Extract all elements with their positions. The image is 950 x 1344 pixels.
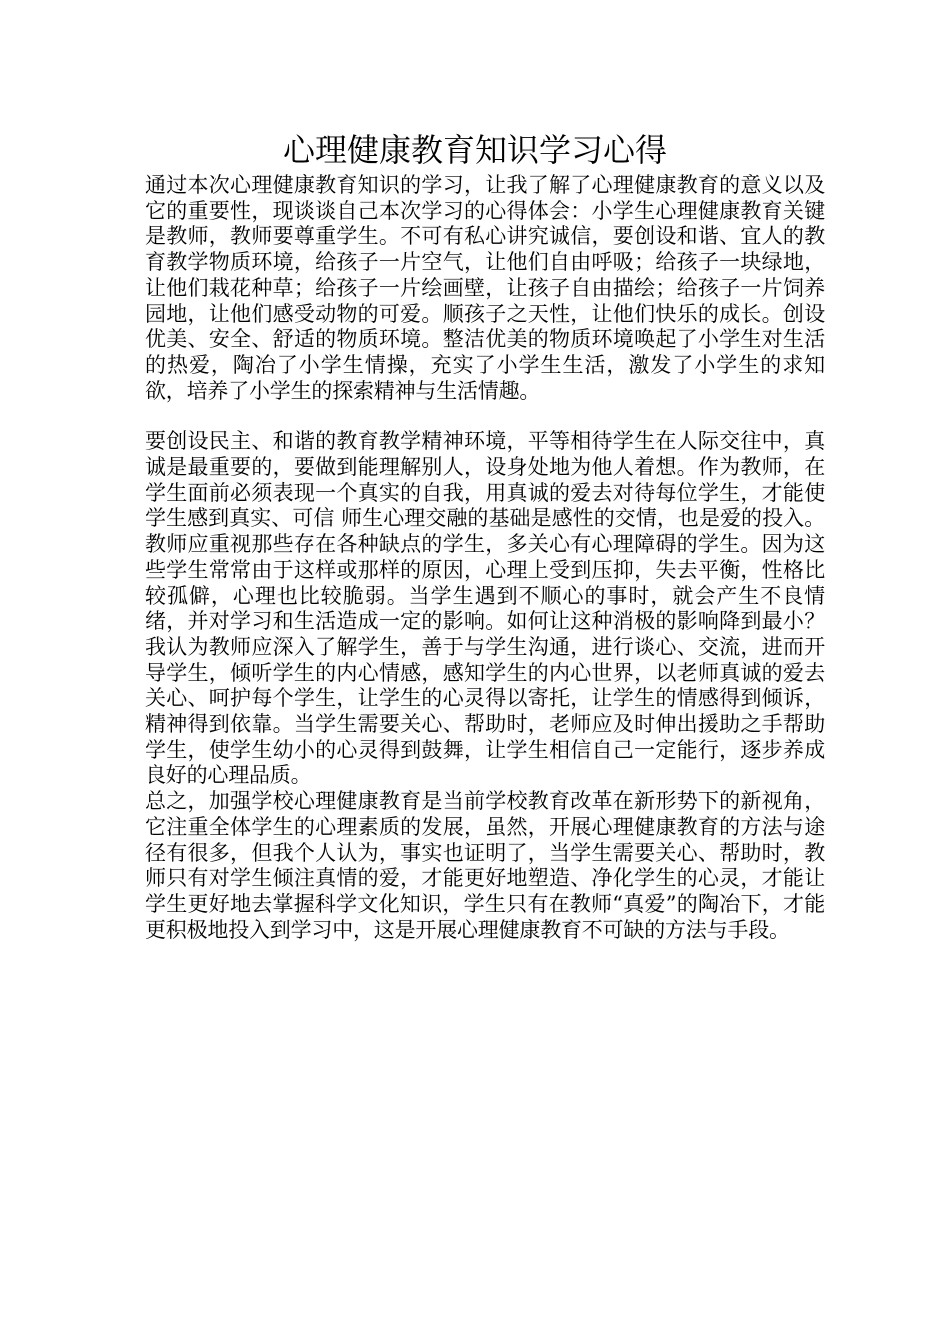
- document-title: 心理健康教育知识学习心得: [282, 131, 667, 169]
- paragraph-3: 总之，加强学校心理健康教育是当前学校教育改革在新形势下的新视角，它注重全体学生的心理素质的发展，虽然，开展心理健康教育的方法与途径有很多，但我个人认为，事实也证明了，当学生需要关心、帮助时，教师只有对学生倾注真情的爱，才能更好地塑造、净化学生的心灵，才能让学生更好地去掌握科学文化知识，学生只有在教师“真爱”的陶冶下，才能更积极地投入到学习中，这是开展心理健康教育不可缺的方法与手段。: [145, 789, 825, 942]
- paragraph-gap: [145, 404, 825, 429]
- paragraph-2: 要创设民主、和谐的教育教学精神环境，平等相待学生在人际交往中，真诚是最重要的，要做到能理解别人，设身处地为他人着想。作为教师，在学生面前必须表现一个真实的自我，用真诚的爱去对待每位学生，才能使学生感到真实、可信 师生心理交融的基础是感性的交情，也是爱的投入。教师应重视那些存在各种缺点的学生，多关心有心理障碍的学生。因为这些学生常常由于这样或那样的原因，心理上受到压抑，失去平衡，性格比较孤僻，心理也比较脆弱。当学生遇到不顺心的事时，就会产生不良情绪，并对学习和生活造成一定的影响。如何让这种消极的影响降到最小？我认为教师应深入了解学生，善于与学生沟通，进行谈心、交流，进而开导学生，倾听学生的内心情感，感知学生的内心世界，以老师真诚的爱去关心、呵护每个学生，让学生的心灵得以寄托，让学生的情感得到倾诉，精神得到依靠。当学生需要关心、帮助时，老师应及时伸出援助之手帮助学生，使学生幼小的心灵得到鼓舞，让学生相信自己一定能行，逐步养成良好的心理品质。: [145, 429, 825, 788]
- document-body: [145, 173, 825, 943]
- paragraph-1: 通过本次心理健康教育知识的学习，让我了解了心理健康教育的意义以及它的重要性，现谈谈自己本次学习的心得体会：小学生心理健康教育关键是教师，教师要尊重学生。不可有私心讲究诚信，要创设和谐、宜人的教育教学物质环境，给孩子一片空气，让他们自由呼吸；给孩子一块绿地，让他们栽花种草；给孩子一片绘画壁，让孩子自由描绘；给孩子一片饲养园地，让他们感受动物的可爱。顺孩子之天性，让他们快乐的成长。创设优美、安全、舒适的物质环境。整洁优美的物质环境唤起了小学生对生活的热爱，陶冶了小学生情操，充实了小学生生活，激发了小学生的求知欲，培养了小学生的探索精神与生活情趣。: [145, 173, 825, 403]
